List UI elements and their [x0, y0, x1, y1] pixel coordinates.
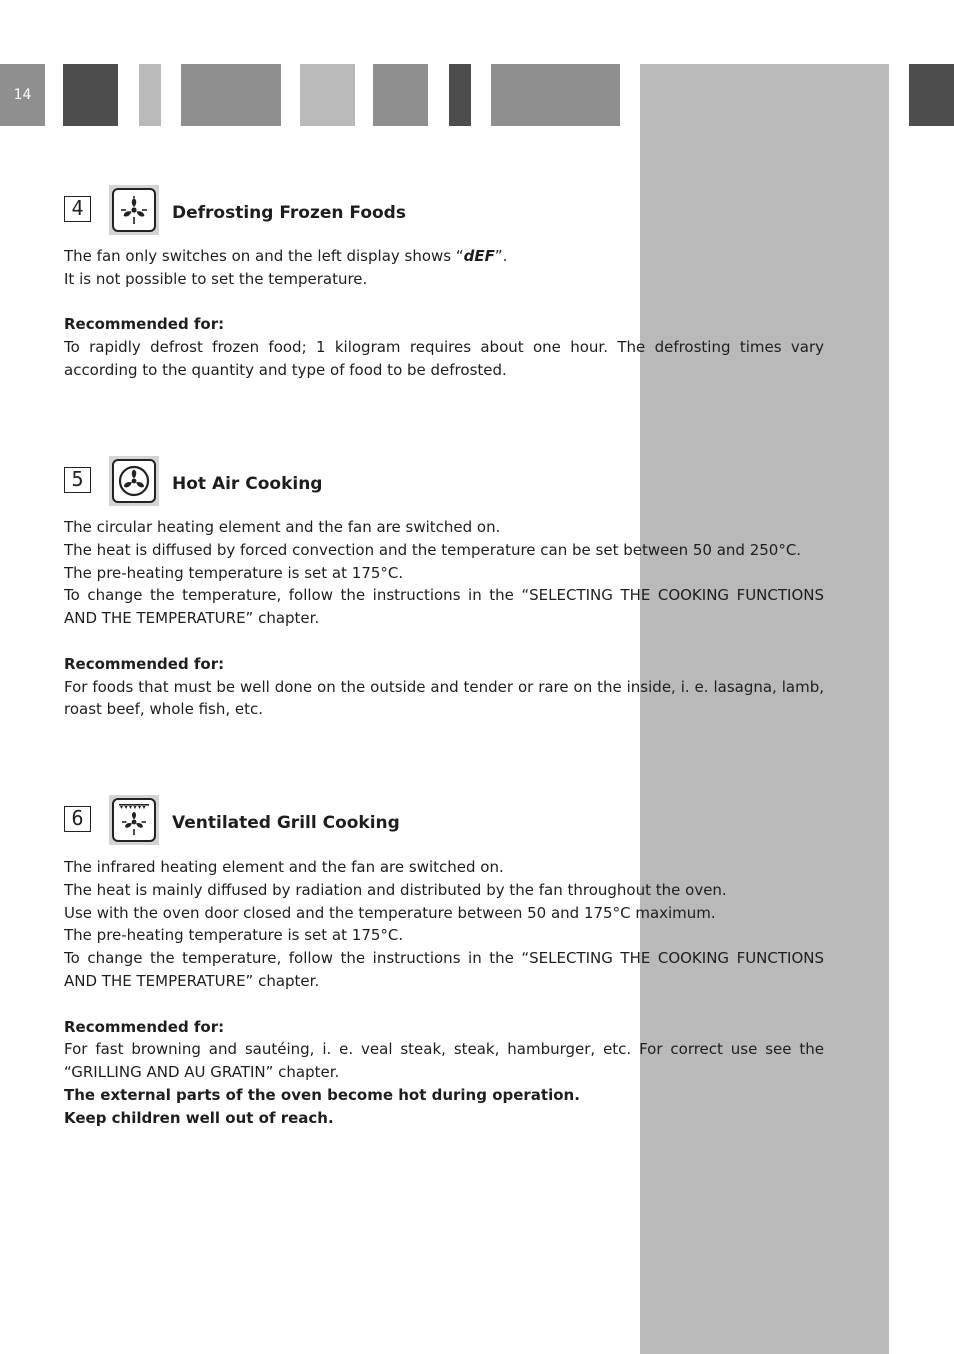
section-title: Ventilated Grill Cooking — [172, 813, 400, 833]
section-title: Hot Air Cooking — [172, 474, 323, 494]
text-span: ”. — [494, 247, 508, 265]
section-body — [64, 245, 824, 382]
page-number: 14 — [0, 64, 45, 126]
defrost-fan-icon — [109, 185, 159, 235]
warning-text: Keep children well out of reach. — [64, 1108, 334, 1127]
hot-air-fan-icon — [109, 456, 159, 506]
body-line: Use with the oven door closed and the temperature between 50 and 175°C maximum. — [64, 903, 716, 922]
header-block-1 — [63, 64, 118, 126]
body-line: The pre-heating temperature is set at 175°C. — [64, 926, 404, 945]
section-body — [64, 516, 824, 721]
text-span: The fan only switches on and the left display shows “ — [64, 247, 464, 265]
header-block-2 — [139, 64, 161, 126]
header-block-8 — [909, 64, 954, 126]
recommended-text: For foods that must be well done on the outside and tender or rare on the inside, i. e. lasagna, lamb, roast beef, whole fish, etc. — [64, 677, 824, 719]
recommended-text: To rapidly defrost frozen food; 1 kilogram requires about one hour. The defrosting times vary according to the quantity and type of food to be defrosted. — [64, 338, 824, 379]
body-line: The heat is mainly diffused by radiation and distributed by the fan throughout the oven. — [64, 880, 727, 899]
body-line: It is not possible to set the temperature. — [64, 269, 368, 288]
recommended-label: Recommended for: — [64, 315, 225, 334]
header-block-3 — [181, 64, 281, 126]
body-line: The circular heating element and the fan are switched on. — [64, 518, 501, 536]
section-body — [64, 856, 824, 1130]
warning-text: The external parts of the oven become hot during operation. — [64, 1085, 580, 1104]
recommended-text: For fast browning and sautéing, i. e. veal steak, steak, hamburger, etc. For correct use see the “GRILLING AND AU GRATIN” chapter. — [64, 1040, 824, 1082]
header-block-5 — [373, 64, 428, 126]
section-number: 5 — [64, 467, 91, 493]
header-block-4 — [300, 64, 355, 126]
body-line: The heat is diffused by forced convection and the temperature can be set between 50 and 250°C. — [64, 540, 802, 559]
body-line: To change the temperature, follow the instructions in the “SELECTING THE COOKING FUNCTIONS AND THE TEMPERATURE” chapter. — [64, 949, 824, 990]
ventilated-grill-icon — [109, 795, 159, 845]
section-number: 6 — [64, 806, 91, 832]
body-line: The infrared heating element and the fan are switched on. — [64, 858, 504, 876]
body-line: To change the temperature, follow the instructions in the “SELECTING THE COOKING FUNCTIONS AND THE TEMPERATURE” chapter. — [64, 586, 824, 628]
header-block-7 — [491, 64, 620, 126]
header-block-6 — [449, 64, 471, 126]
body-line: The pre-heating temperature is set at 175°C. — [64, 563, 404, 582]
recommended-label: Recommended for: — [64, 654, 225, 673]
display-code: dEF — [463, 247, 495, 265]
body-line — [64, 245, 824, 268]
recommended-label: Recommended for: — [64, 1017, 225, 1036]
section-title: Defrosting Frozen Foods — [172, 203, 406, 223]
section-number: 4 — [64, 196, 91, 222]
